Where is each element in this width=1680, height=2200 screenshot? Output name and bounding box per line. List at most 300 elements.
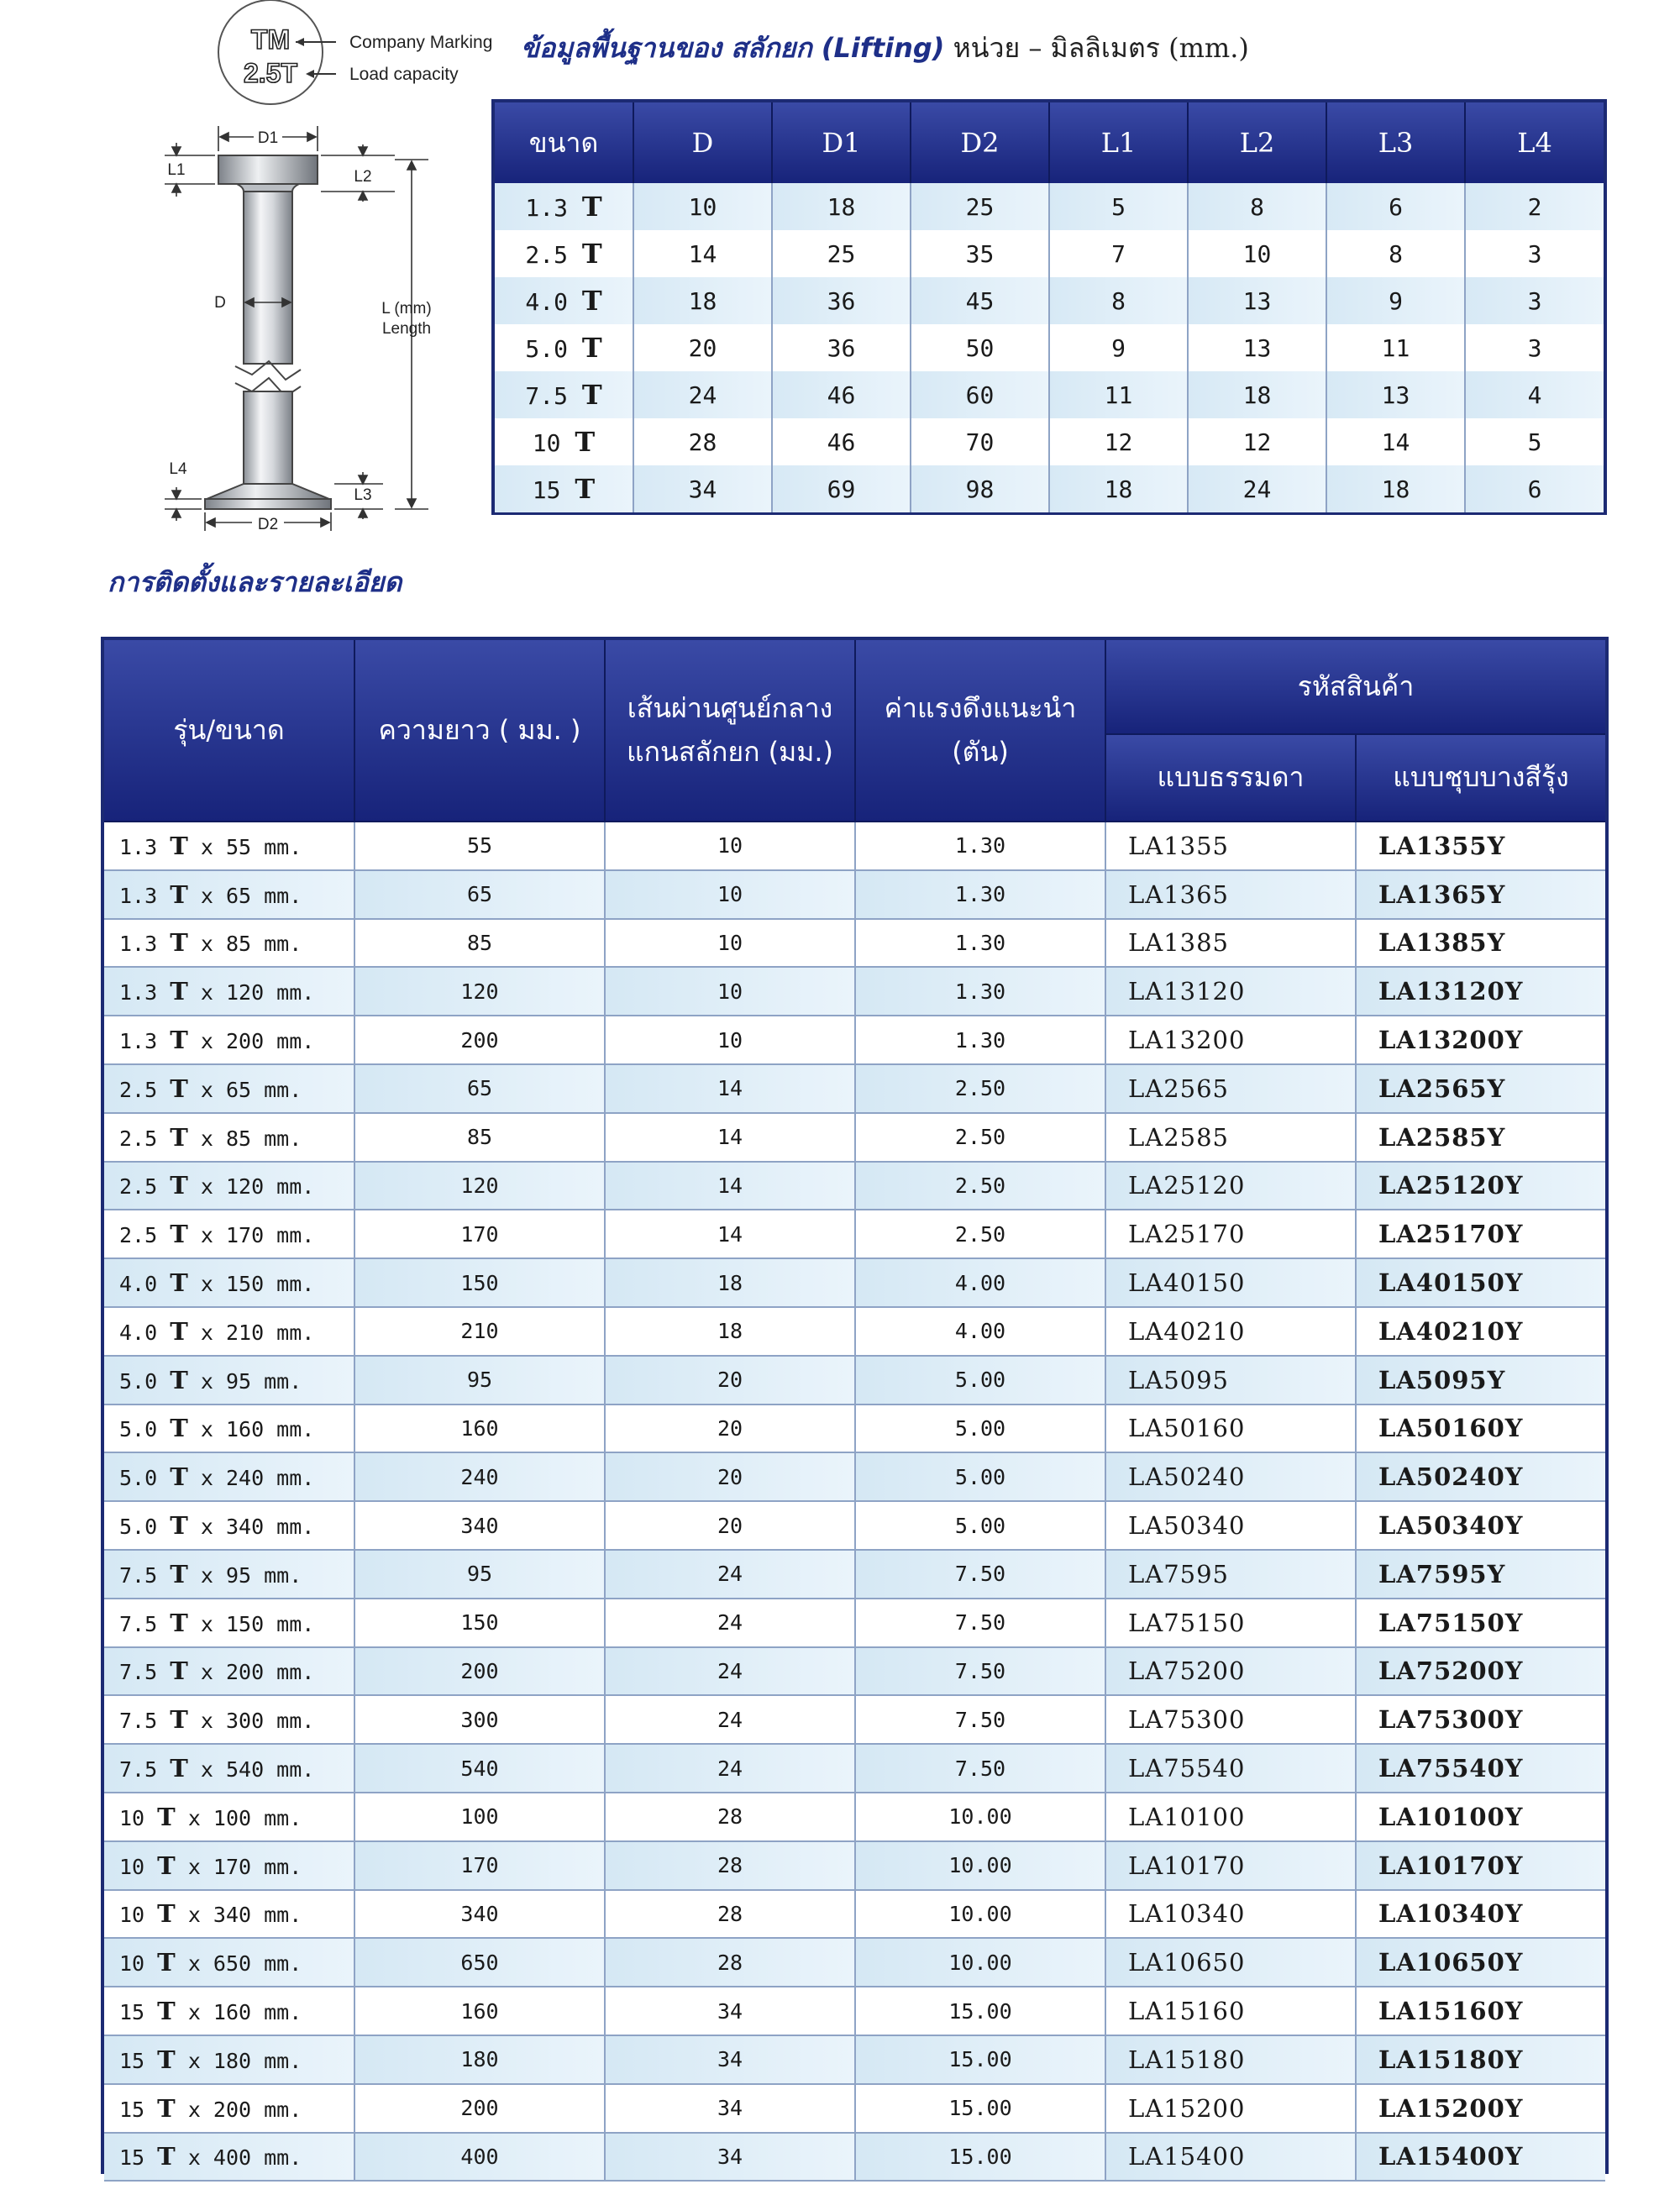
- cell-code-rainbow: LA50160Y: [1356, 1405, 1605, 1453]
- model-length: x 150 mm.: [200, 1611, 315, 1636]
- cell-force: 10.00: [855, 1793, 1105, 1841]
- load-capacity-label: Load capacity: [349, 65, 459, 84]
- product-row: [104, 1210, 1605, 1258]
- spec-cell-d2: 98: [911, 465, 1049, 512]
- model-unit: T: [157, 2045, 176, 2074]
- model-length: x 340 mm.: [200, 1515, 315, 1540]
- model-length: x 55 mm.: [200, 834, 302, 859]
- model-unit: T: [170, 1365, 188, 1394]
- product-row: [104, 1501, 1605, 1550]
- model-capacity: 5.0: [119, 1417, 158, 1442]
- model-capacity: 4.0: [119, 1272, 158, 1297]
- cell-diameter: 24: [605, 1599, 855, 1647]
- spec-header-l2: L2: [1188, 102, 1326, 183]
- spec-table-container: [491, 99, 1607, 515]
- model-length: x 160 mm.: [187, 2000, 302, 2025]
- spec-cell-l1: 12: [1049, 418, 1188, 465]
- cell-code-normal: LA75540: [1105, 1744, 1356, 1793]
- cell-code-normal: LA15200: [1105, 2084, 1356, 2133]
- cell-diameter: 24: [605, 1744, 855, 1793]
- cell-length: 170: [354, 1841, 605, 1890]
- spec-cell-d1: 46: [772, 371, 911, 418]
- product-table-body: [104, 822, 1605, 2181]
- spec-cell-d1: 18: [772, 183, 911, 230]
- cell-code-rainbow: LA7595Y: [1356, 1550, 1605, 1599]
- cell-code-rainbow: LA2565Y: [1356, 1064, 1605, 1113]
- cell-model: [104, 1307, 354, 1356]
- model-length: x 95 mm.: [200, 1368, 302, 1394]
- dim-label-d: D: [214, 294, 226, 312]
- model-unit: T: [170, 831, 188, 860]
- cell-model: [104, 1356, 354, 1405]
- cell-code-normal: LA40210: [1105, 1307, 1356, 1356]
- model-capacity: 7.5: [119, 1562, 158, 1588]
- model-length: x 650 mm.: [187, 1951, 302, 1977]
- spec-size-value: 7.5: [525, 382, 568, 410]
- spec-size-value: 5.0: [525, 335, 568, 363]
- cell-force: 7.50: [855, 1647, 1105, 1696]
- cell-code-normal: LA1355: [1105, 822, 1356, 870]
- cell-code-rainbow: LA75150Y: [1356, 1599, 1605, 1647]
- spec-cell-l2: 18: [1188, 371, 1326, 418]
- product-row: [104, 1599, 1605, 1647]
- cell-code-normal: LA75200: [1105, 1647, 1356, 1696]
- cell-diameter: 28: [605, 1938, 855, 1987]
- spec-cell-d1: 25: [772, 230, 911, 277]
- model-unit: T: [157, 1851, 176, 1880]
- cell-code-rainbow: LA75200Y: [1356, 1647, 1605, 1696]
- cell-code-rainbow: LA10100Y: [1356, 1793, 1605, 1841]
- cell-diameter: 14: [605, 1162, 855, 1210]
- spec-cell-d2: 70: [911, 418, 1049, 465]
- model-length: x 65 mm.: [200, 883, 302, 908]
- cell-code-normal: LA10340: [1105, 1890, 1356, 1939]
- cell-model: [104, 1695, 354, 1744]
- model-capacity: 1.3: [119, 1029, 158, 1054]
- cell-length: 200: [354, 2084, 605, 2133]
- cell-diameter: 34: [605, 2084, 855, 2133]
- cell-code-rainbow: LA15160Y: [1356, 1987, 1605, 2035]
- product-table-container: [101, 637, 1609, 2174]
- product-row: [104, 1452, 1605, 1501]
- cell-length: 200: [354, 1647, 605, 1696]
- cell-length: 210: [354, 1307, 605, 1356]
- model-capacity: 2.5: [119, 1223, 158, 1248]
- model-length: x 85 mm.: [200, 932, 302, 957]
- cell-force: 4.00: [855, 1307, 1105, 1356]
- cell-diameter: 10: [605, 919, 855, 968]
- product-row: [104, 2133, 1605, 2182]
- spec-table-body: [495, 183, 1604, 512]
- cell-length: 85: [354, 919, 605, 968]
- cell-code-rainbow: LA1355Y: [1356, 822, 1605, 870]
- cell-force: 4.00: [855, 1258, 1105, 1307]
- cell-code-rainbow: LA75300Y: [1356, 1695, 1605, 1744]
- spec-row: [495, 418, 1604, 465]
- company-logo: [218, 0, 323, 104]
- cell-code-normal: LA10650: [1105, 1938, 1356, 1987]
- spec-cell-l1: 18: [1049, 465, 1188, 512]
- model-unit: T: [170, 1122, 188, 1152]
- spec-cell-d2: 45: [911, 277, 1049, 324]
- cell-force: 7.50: [855, 1744, 1105, 1793]
- cell-code-rainbow: LA10340Y: [1356, 1890, 1605, 1939]
- cell-diameter: 10: [605, 870, 855, 919]
- cell-code-rainbow: LA5095Y: [1356, 1356, 1605, 1405]
- product-row: [104, 1162, 1605, 1210]
- cell-code-normal: LA25170: [1105, 1210, 1356, 1258]
- cell-model: [104, 1793, 354, 1841]
- cell-force: 2.50: [855, 1210, 1105, 1258]
- spec-cell-l1: 8: [1049, 277, 1188, 324]
- spec-cell-l2: 13: [1188, 277, 1326, 324]
- spec-header-l1: L1: [1049, 102, 1188, 183]
- cell-model: [104, 967, 354, 1016]
- cell-diameter: 20: [605, 1405, 855, 1453]
- spec-row: [495, 465, 1604, 512]
- product-row: [104, 1113, 1605, 1162]
- cell-length: 180: [354, 2035, 605, 2084]
- cell-diameter: 24: [605, 1647, 855, 1696]
- model-unit: T: [170, 1754, 188, 1783]
- cell-force: 10.00: [855, 1841, 1105, 1890]
- company-marking-label: Company Marking: [349, 33, 493, 52]
- cell-force: 5.00: [855, 1405, 1105, 1453]
- product-row: [104, 1258, 1605, 1307]
- spec-size-unit: T: [581, 332, 602, 364]
- cell-model: [104, 1890, 354, 1939]
- product-row: [104, 1793, 1605, 1841]
- cell-code-normal: LA2565: [1105, 1064, 1356, 1113]
- cell-code-normal: LA10100: [1105, 1793, 1356, 1841]
- cell-code-rainbow: LA2585Y: [1356, 1113, 1605, 1162]
- model-unit: T: [170, 1511, 188, 1541]
- model-unit: T: [170, 1414, 188, 1443]
- model-unit: T: [157, 1997, 176, 2026]
- model-capacity: 7.5: [119, 1709, 158, 1734]
- product-header-row: [104, 640, 1605, 734]
- cell-force: 7.50: [855, 1550, 1105, 1599]
- model-length: x 400 mm.: [187, 2145, 302, 2171]
- cell-force: 2.50: [855, 1064, 1105, 1113]
- product-row: [104, 1550, 1605, 1599]
- cell-diameter: 10: [605, 1016, 855, 1064]
- cell-force: 1.30: [855, 1016, 1105, 1064]
- model-unit: T: [170, 977, 188, 1006]
- cell-code-normal: LA15400: [1105, 2133, 1356, 2182]
- header-diameter-line1: เส้นผ่านศูนย์กลาง: [627, 692, 833, 725]
- model-unit: T: [170, 1268, 188, 1298]
- model-unit: T: [157, 2142, 176, 2171]
- cell-length: 160: [354, 1987, 605, 2035]
- cell-length: 170: [354, 1210, 605, 1258]
- spec-header-d: D: [633, 102, 772, 183]
- cell-force: 7.50: [855, 1695, 1105, 1744]
- model-unit: T: [170, 1026, 188, 1055]
- cell-code-rainbow: LA15400Y: [1356, 2133, 1605, 2182]
- cell-length: 95: [354, 1550, 605, 1599]
- cell-code-normal: LA25120: [1105, 1162, 1356, 1210]
- cell-code-normal: LA7595: [1105, 1550, 1356, 1599]
- model-length: x 200 mm.: [200, 1660, 315, 1685]
- spec-cell-l3: 8: [1326, 230, 1465, 277]
- spec-size-unit: T: [581, 285, 602, 317]
- cell-code-normal: LA40150: [1105, 1258, 1356, 1307]
- cell-diameter: 34: [605, 2035, 855, 2084]
- cell-diameter: 28: [605, 1890, 855, 1939]
- header-code-rainbow: แบบชุบบางสีรุ้ง: [1356, 734, 1605, 822]
- product-row: [104, 1695, 1605, 1744]
- cell-diameter: 34: [605, 1987, 855, 2035]
- cell-code-rainbow: LA40150Y: [1356, 1258, 1605, 1307]
- header-diameter: [605, 640, 855, 822]
- spec-size-unit: T: [581, 191, 602, 223]
- header-force: [855, 640, 1105, 822]
- cell-force: 1.30: [855, 870, 1105, 919]
- cell-model: [104, 2133, 354, 2182]
- model-length: x 210 mm.: [200, 1320, 315, 1345]
- cell-force: 1.30: [855, 919, 1105, 968]
- cell-code-normal: LA75150: [1105, 1599, 1356, 1647]
- cell-force: 7.50: [855, 1599, 1105, 1647]
- spec-cell-l4: 3: [1465, 230, 1604, 277]
- cell-force: 1.30: [855, 822, 1105, 870]
- logo-tm-text: TM: [250, 24, 291, 55]
- spec-cell-d1: 69: [772, 465, 911, 512]
- cell-length: 200: [354, 1016, 605, 1064]
- cell-model: [104, 1064, 354, 1113]
- model-capacity: 1.3: [119, 883, 158, 908]
- model-capacity: 2.5: [119, 1077, 158, 1102]
- product-row: [104, 1307, 1605, 1356]
- cell-diameter: 18: [605, 1258, 855, 1307]
- product-row: [104, 1064, 1605, 1113]
- cell-force: 15.00: [855, 1987, 1105, 2035]
- product-row: [104, 967, 1605, 1016]
- basic-info-title: [521, 27, 1249, 70]
- product-row: [104, 870, 1605, 919]
- spec-row: [495, 324, 1604, 371]
- spec-cell-d2: 25: [911, 183, 1049, 230]
- spec-cell-d: 20: [633, 324, 772, 371]
- model-capacity: 15: [119, 2048, 145, 2073]
- spec-size-unit: T: [581, 238, 602, 270]
- spec-cell-l1: 11: [1049, 371, 1188, 418]
- spec-header-l4: L4: [1465, 102, 1604, 183]
- install-section-title: การติดตั้งและรายละเอียด: [108, 566, 402, 598]
- header-force-line1: ค่าแรงดึงแนะนำ: [884, 692, 1077, 725]
- model-unit: T: [157, 2093, 176, 2123]
- model-capacity: 7.5: [119, 1611, 158, 1636]
- product-row: [104, 919, 1605, 968]
- spec-cell-d: 28: [633, 418, 772, 465]
- spec-cell-d: 14: [633, 230, 772, 277]
- cell-length: 150: [354, 1258, 605, 1307]
- spec-cell-l4: 3: [1465, 324, 1604, 371]
- model-unit: T: [170, 1462, 188, 1492]
- cell-diameter: 20: [605, 1356, 855, 1405]
- cell-code-rainbow: LA75540Y: [1356, 1744, 1605, 1793]
- dim-label-l4: L4: [169, 460, 187, 478]
- model-unit: T: [157, 1899, 176, 1929]
- cell-length: 340: [354, 1890, 605, 1939]
- spec-cell-d2: 50: [911, 324, 1049, 371]
- cell-length: 65: [354, 1064, 605, 1113]
- cell-code-rainbow: LA13120Y: [1356, 967, 1605, 1016]
- spec-cell-l2: 12: [1188, 418, 1326, 465]
- spec-cell-l2: 8: [1188, 183, 1326, 230]
- spec-cell-size: [495, 418, 633, 465]
- cell-force: 2.50: [855, 1113, 1105, 1162]
- cell-force: 10.00: [855, 1890, 1105, 1939]
- cell-force: 1.30: [855, 967, 1105, 1016]
- header-product-code: รหัสสินค้า: [1105, 640, 1605, 734]
- cell-diameter: 34: [605, 2133, 855, 2182]
- spec-size-value: 2.5: [525, 241, 568, 269]
- lifting-anchor-diagram: [84, 0, 504, 554]
- cell-length: 400: [354, 2133, 605, 2182]
- cell-code-normal: LA13200: [1105, 1016, 1356, 1064]
- cell-model: [104, 1016, 354, 1064]
- cell-model: [104, 1599, 354, 1647]
- cell-model: [104, 1162, 354, 1210]
- spec-size-unit: T: [575, 473, 596, 505]
- cell-model: [104, 1452, 354, 1501]
- spec-cell-l4: 4: [1465, 371, 1604, 418]
- model-capacity: 10: [119, 1854, 145, 1879]
- spec-header-d1: D1: [772, 102, 911, 183]
- cell-length: 120: [354, 967, 605, 1016]
- cell-diameter: 28: [605, 1841, 855, 1890]
- cell-diameter: 20: [605, 1501, 855, 1550]
- model-capacity: 7.5: [119, 1757, 158, 1783]
- spec-row: [495, 371, 1604, 418]
- spec-row: [495, 277, 1604, 324]
- cell-length: 240: [354, 1452, 605, 1501]
- spec-cell-l4: 6: [1465, 465, 1604, 512]
- model-length: x 120 mm.: [200, 1174, 315, 1200]
- cell-diameter: 24: [605, 1550, 855, 1599]
- product-row: [104, 1647, 1605, 1696]
- cell-diameter: 18: [605, 1307, 855, 1356]
- cell-force: 5.00: [855, 1356, 1105, 1405]
- spec-cell-l3: 18: [1326, 465, 1465, 512]
- spec-cell-l3: 14: [1326, 418, 1465, 465]
- cell-force: 5.00: [855, 1501, 1105, 1550]
- model-length: x 180 mm.: [187, 2048, 302, 2073]
- spec-size-unit: T: [575, 426, 596, 458]
- spec-size-value: 4.0: [525, 288, 568, 316]
- spec-size-value: 15: [532, 476, 561, 504]
- spec-size-value: 1.3: [525, 194, 568, 222]
- model-capacity: 7.5: [119, 1660, 158, 1685]
- model-capacity: 15: [119, 2145, 145, 2171]
- model-capacity: 10: [119, 1903, 145, 1928]
- product-row: [104, 1016, 1605, 1064]
- model-capacity: 2.5: [119, 1174, 158, 1200]
- model-capacity: 15: [119, 2097, 145, 2122]
- product-row: [104, 1744, 1605, 1793]
- spec-cell-size: [495, 465, 633, 512]
- model-unit: T: [170, 879, 188, 909]
- basic-info-unit: หน่วย – มิลลิเมตร (mm.): [953, 32, 1249, 64]
- cell-code-rainbow: LA13200Y: [1356, 1016, 1605, 1064]
- model-length: x 200 mm.: [200, 1029, 315, 1054]
- spec-cell-l1: 5: [1049, 183, 1188, 230]
- cell-length: 100: [354, 1793, 605, 1841]
- spec-cell-size: [495, 371, 633, 418]
- dim-label-d1: D1: [257, 129, 279, 147]
- cell-force: 10.00: [855, 1938, 1105, 1987]
- model-unit: T: [170, 1220, 188, 1249]
- cell-diameter: 10: [605, 822, 855, 870]
- dim-label-l3: L3: [354, 486, 372, 504]
- spec-cell-d1: 46: [772, 418, 911, 465]
- spec-cell-l1: 9: [1049, 324, 1188, 371]
- model-length: x 200 mm.: [187, 2097, 302, 2122]
- spec-size-unit: T: [581, 379, 602, 411]
- spec-header-row: [495, 102, 1604, 183]
- model-capacity: 4.0: [119, 1320, 158, 1345]
- cell-code-rainbow: LA15200Y: [1356, 2084, 1605, 2133]
- cell-code-normal: LA50240: [1105, 1452, 1356, 1501]
- cell-diameter: 14: [605, 1113, 855, 1162]
- header-diameter-line2: แกนสลักยก (มม.): [626, 735, 833, 768]
- product-row: [104, 1890, 1605, 1939]
- spec-header-size: ขนาด: [495, 102, 633, 183]
- cell-length: 300: [354, 1695, 605, 1744]
- spec-cell-l2: 10: [1188, 230, 1326, 277]
- model-unit: T: [170, 1171, 188, 1200]
- dim-label-length-word: Length: [381, 320, 432, 338]
- spec-table: [495, 102, 1604, 512]
- header-code-normal: แบบธรรมดา: [1105, 734, 1356, 822]
- product-row: [104, 822, 1605, 870]
- cell-model: [104, 919, 354, 968]
- cell-diameter: 28: [605, 1793, 855, 1841]
- model-length: x 300 mm.: [200, 1709, 315, 1734]
- product-row: [104, 1938, 1605, 1987]
- cell-diameter: 10: [605, 967, 855, 1016]
- cell-code-rainbow: LA25170Y: [1356, 1210, 1605, 1258]
- model-capacity: 10: [119, 1805, 145, 1830]
- dim-label-length: L (mm): [381, 300, 432, 318]
- cell-code-normal: LA2585: [1105, 1113, 1356, 1162]
- cell-code-rainbow: LA10170Y: [1356, 1841, 1605, 1890]
- spec-cell-l4: 5: [1465, 418, 1604, 465]
- cell-model: [104, 1210, 354, 1258]
- model-capacity: 5.0: [119, 1515, 158, 1540]
- model-length: x 160 mm.: [200, 1417, 315, 1442]
- spec-row: [495, 230, 1604, 277]
- spec-cell-size: [495, 324, 633, 371]
- spec-cell-d1: 36: [772, 324, 911, 371]
- spec-cell-l2: 24: [1188, 465, 1326, 512]
- cell-model: [104, 2084, 354, 2133]
- cell-code-rainbow: LA15180Y: [1356, 2035, 1605, 2084]
- cell-code-rainbow: LA40210Y: [1356, 1307, 1605, 1356]
- cell-model: [104, 1501, 354, 1550]
- model-length: x 85 mm.: [200, 1126, 302, 1151]
- cell-diameter: 14: [605, 1210, 855, 1258]
- cell-code-normal: LA13120: [1105, 967, 1356, 1016]
- model-capacity: 5.0: [119, 1368, 158, 1394]
- cell-code-normal: LA10170: [1105, 1841, 1356, 1890]
- cell-length: 160: [354, 1405, 605, 1453]
- cell-length: 650: [354, 1938, 605, 1987]
- spec-cell-size: [495, 183, 633, 230]
- model-length: x 150 mm.: [200, 1272, 315, 1297]
